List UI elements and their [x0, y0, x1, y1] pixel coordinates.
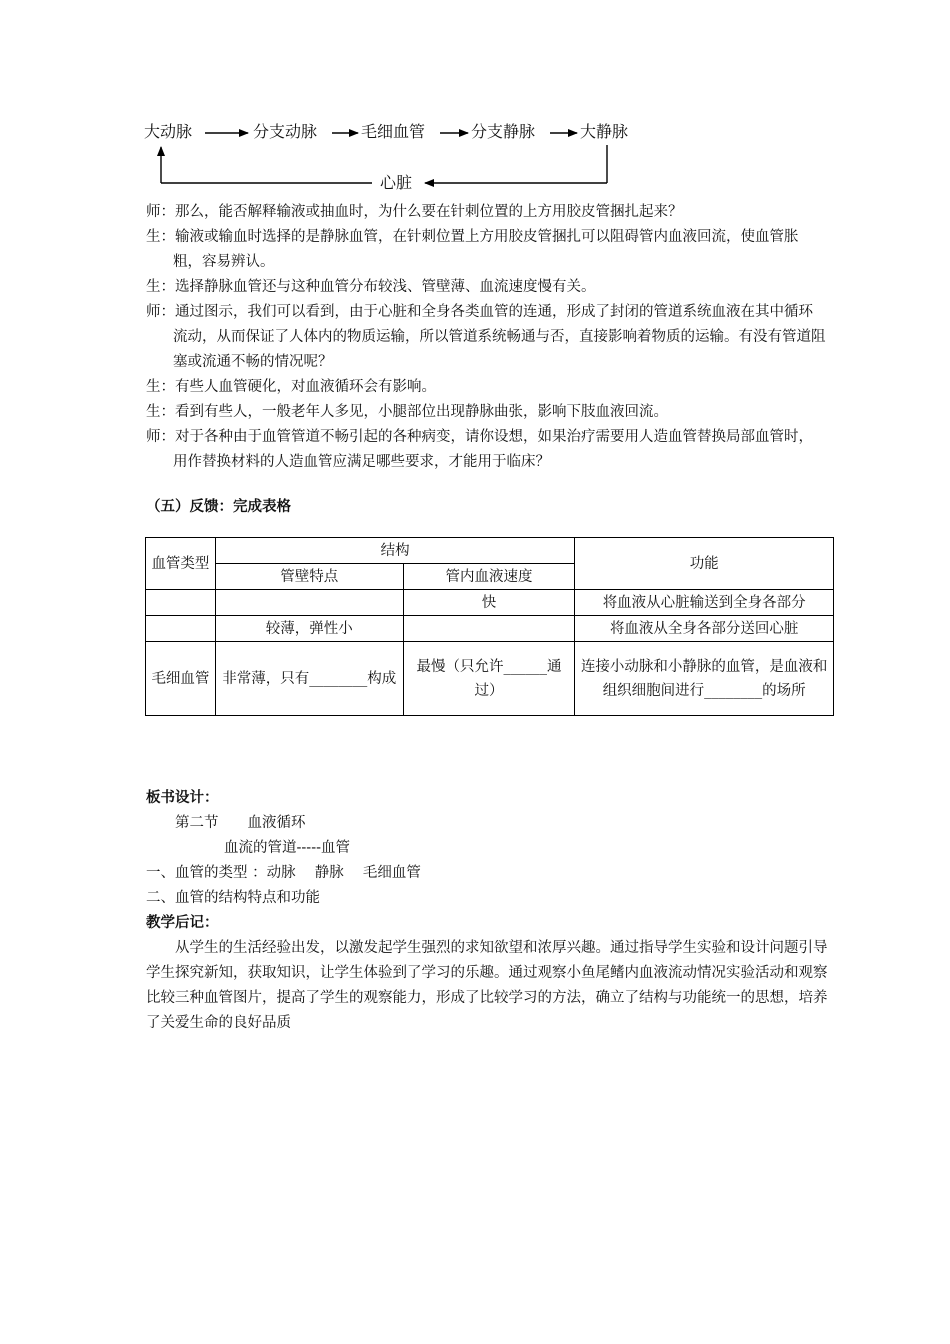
blood-flow-diagram [140, 118, 650, 198]
cell-type: 毛细血管 [146, 642, 216, 716]
board-heading: 板书设计： [146, 790, 219, 806]
header-function: 功能 [575, 538, 834, 590]
board-line-1: 第二节 血液循环 [175, 815, 306, 831]
cell-function: 将血液从心脏输送到全身各部分 [575, 590, 834, 616]
dialogue-section [146, 200, 826, 475]
table-row [146, 642, 834, 716]
node-heart: 心脏 [380, 173, 413, 192]
cell-function: 将血液从全身各部分送回心脏 [575, 616, 834, 642]
section-title: （五）反馈：完成表格 [146, 499, 291, 515]
header-wall: 管壁特点 [215, 564, 403, 590]
header-vessel-type: 血管类型 [146, 538, 216, 590]
cell-wall: 非常薄，只有________构成 [215, 642, 403, 716]
board-line-2: 血流的管道-----血管 [224, 840, 350, 856]
node-capillary: 毛细血管 [361, 122, 426, 141]
board-line-4: 二、血管的结构特点和功能 [146, 890, 320, 906]
node-vena-cava: 大静脉 [580, 122, 629, 141]
cell-wall [215, 590, 403, 616]
dialogue-line: 生：输液或输血时选择的是静脉血管，在针刺位置上方用胶皮管捆扎可以阻碍管内血液回流，使血管胀粗，容易辨认。 [146, 229, 799, 270]
cell-type [146, 590, 216, 616]
cell-type [146, 616, 216, 642]
dialogue-line: 生：有些人血管硬化，对血液循环会有影响。 [146, 379, 436, 395]
notes-heading: 教学后记： [146, 915, 219, 931]
table-row [146, 590, 834, 616]
node-aorta: 大动脉 [144, 122, 193, 141]
header-structure: 结构 [215, 538, 574, 564]
vessel-table [145, 537, 834, 716]
dialogue-line: 生：选择静脉血管还与这种血管分布较浅、管壁薄、血流速度慢有关。 [146, 279, 596, 295]
board-line-3: 一、血管的类型 ：动脉 静脉 毛细血管 [146, 865, 421, 881]
node-branch-vein: 分支静脉 [471, 122, 536, 141]
cell-function: 连接小动脉和小静脉的血管，是血液和组织细胞间进行________的场所 [575, 642, 834, 716]
dialogue-line: 生：看到有些人，一般老年人多见，小腿部位出现静脉曲张，影响下肢血液回流。 [146, 404, 668, 420]
cell-speed [403, 616, 575, 642]
dialogue-line: 师：对于各种由于血管管道不畅引起的各种病变，请你设想，如果治疗需要用人造血管替换局部血管时，用作替换材料的人造血管应满足哪些要求，才能用于临床？ [146, 429, 813, 470]
cell-speed: 快 [403, 590, 575, 616]
dialogue-line: 师：通过图示，我们可以看到，由于心脏和全身各类血管的连通，形成了封闭的管道系统血液在其中循环流动，从而保证了人体内的物质运输，所以管道系统畅通与否，直接影响着物质的运输。有没有管道阻塞或流通不畅的情况呢？ [146, 304, 826, 370]
cell-speed: 最慢（只允许______通过） [403, 642, 575, 716]
node-branch-artery: 分支动脉 [253, 122, 318, 141]
cell-wall: 较薄，弹性小 [215, 616, 403, 642]
board-section [146, 786, 836, 1036]
notes-text: 从学生的生活经验出发，以激发起学生强烈的求知欲望和浓厚兴趣。通过指导学生实验和设计问题引导学生探究新知，获取知识，让学生体验到了学习的乐趣。通过观察小鱼尾鳍内血液流动情况实验活动和观察比较三种血管图片，提高了学生的观察能力，形成了比较学习的方法，确立了结构与功能统一的思想，培养了关爱生命的良好品质 [146, 940, 828, 1031]
header-speed: 管内血液速度 [403, 564, 575, 590]
dialogue-line: 师：那么，能否解释输液或抽血时，为什么要在针刺位置的上方用胶皮管捆扎起来？ [146, 204, 683, 220]
diagram-arrows [140, 118, 650, 198]
table-row [146, 616, 834, 642]
